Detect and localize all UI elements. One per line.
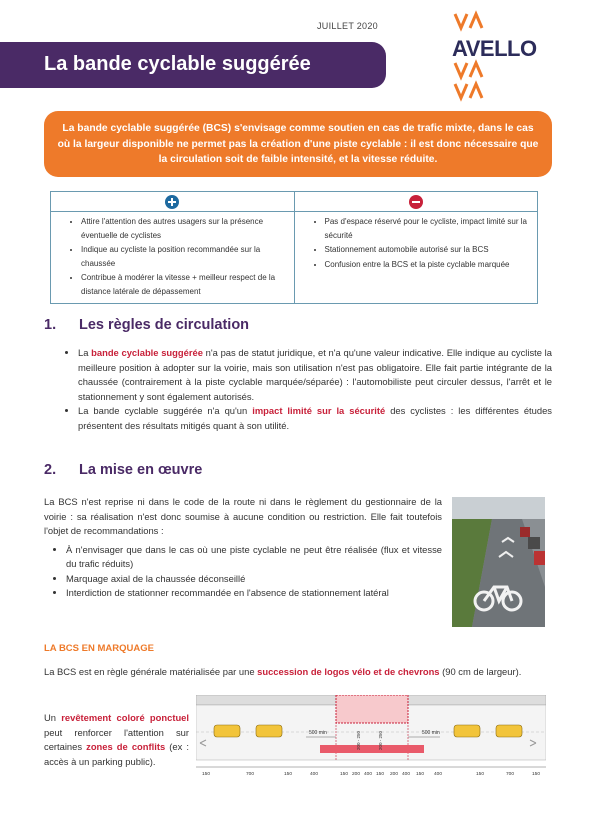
pros-cons-table bbox=[50, 191, 538, 304]
pro-item: • Attire l'attention des autres usagers sur la présence éventuelle de cyclistes bbox=[81, 215, 288, 242]
marquage-paragraph-2: Un revêtement coloré ponctuel peut renforcer l'attention sur certaines zones de conflits (ex : accès à un parking public). bbox=[44, 712, 189, 767]
section2-bullet: • À n'envisager que dans le cas où une piste cyclable ne peut être réalisée (flux et vitesse du trafic réduits) bbox=[66, 543, 442, 572]
dimension-label: 700 bbox=[246, 772, 255, 777]
minus-icon bbox=[409, 195, 423, 209]
pros-cell bbox=[51, 212, 295, 304]
dimension-label: 400 bbox=[402, 772, 411, 777]
section2-bullet: • Marquage axial de la chaussée déconseillé bbox=[66, 572, 442, 587]
date: JUILLET 2020 bbox=[317, 21, 378, 31]
section1-number: 1. bbox=[44, 317, 57, 333]
section1-bullet: • La bande cyclable suggérée n'a qu'un impact limité sur la sécurité des cyclistes : les différentes études présentent des résultats mitigés quant à son utilité. bbox=[78, 404, 552, 433]
min-label: 500 min bbox=[422, 730, 440, 736]
cons-cell bbox=[294, 212, 538, 304]
dimension-label: 200 bbox=[390, 772, 399, 777]
marquage-paragraph: La BCS est en règle générale matérialisée par une succession de logos vélo et de chevrons (90 cm de largeur). bbox=[44, 666, 522, 677]
section1-body bbox=[44, 346, 552, 433]
pros-header bbox=[51, 192, 295, 212]
marquage-heading: LA BCS EN MARQUAGE bbox=[44, 643, 154, 654]
section2-bullet: • Interdiction de stationner recommandée en l'absence de stationnement latéral bbox=[66, 586, 442, 601]
dimension-label: 150 bbox=[340, 772, 349, 777]
title-banner bbox=[0, 42, 386, 88]
section1-title: Les règles de circulation bbox=[79, 317, 250, 333]
dimension-label: 150 bbox=[416, 772, 425, 777]
page-title: La bande cyclable suggérée bbox=[44, 53, 311, 75]
dimension-label: 200 bbox=[352, 772, 361, 777]
avello-logo bbox=[452, 6, 544, 102]
pro-item: • Contribue à modérer la vitesse + meilleur respect de la distance latérale de dépassement bbox=[81, 271, 288, 298]
section1-bullet: • La bande cyclable suggérée n'a pas de statut juridique, et n'a qu'une valeur indicative. Elle indique au cycliste la meilleure position à adopter sur la voirie, mais son utilisation n'est pas obligatoire. Elle fait partie intégrante de la chaussée (contrairement à la piste cyclable marquée/séparée) : l'automobiliste peut circuler dessus, l'arrêt et le stationnement y sont également autorisés. bbox=[78, 346, 552, 404]
dimension-label: 150 bbox=[532, 772, 541, 777]
section2-number: 2. bbox=[44, 462, 57, 478]
dimension-label: 150 bbox=[476, 772, 485, 777]
dimension-label: 400 bbox=[364, 772, 373, 777]
dimension-label: 400 bbox=[310, 772, 319, 777]
plus-icon bbox=[165, 195, 179, 209]
dimension-labels bbox=[202, 771, 540, 777]
vertical-label: 200 - 250 bbox=[356, 730, 361, 750]
logo-text: AVELLO bbox=[452, 36, 537, 61]
con-item: • Pas d'espace réservé pour le cycliste, impact limité sur la sécurité bbox=[325, 215, 532, 242]
dimension-label: 150 bbox=[376, 772, 385, 777]
dimension-label: 150 bbox=[284, 772, 293, 777]
con-item: • Stationnement automobile autorisé sur la BCS bbox=[325, 243, 532, 257]
section2-title: La mise en œuvre bbox=[79, 462, 203, 478]
dimension-label: 400 bbox=[434, 772, 443, 777]
section2-body bbox=[44, 495, 442, 601]
pro-item: • Indique au cycliste la position recommandée sur la chaussée bbox=[81, 243, 288, 270]
road-marking-diagram bbox=[196, 695, 546, 787]
section2-paragraph: La BCS n'est reprise ni dans le code de la route ni dans le règlement du gestionnaire de la voirie : sa réalisation n'est donc soumise à aucune condition ou restriction. Elle fait toutefois l'objet de recommandations : bbox=[44, 496, 442, 536]
road-photo bbox=[452, 497, 545, 627]
dimension-label: 150 bbox=[202, 772, 211, 777]
min-label: 500 min bbox=[309, 730, 327, 736]
dimension-label: 700 bbox=[506, 772, 515, 777]
intro-box: La bande cyclable suggérée (BCS) s'envisage comme soutien en cas de trafic mixte, dans le cas où la largeur disponible ne permet pas la création d'une piste cyclable : il est donc nécessaire que la circulation soit de faible intensité, et la vitesse réduite. bbox=[44, 111, 552, 177]
vertical-label: 200 - 250 bbox=[378, 730, 383, 750]
cons-header bbox=[294, 192, 538, 212]
con-item: • Confusion entre la BCS et la piste cyclable marquée bbox=[325, 258, 532, 272]
